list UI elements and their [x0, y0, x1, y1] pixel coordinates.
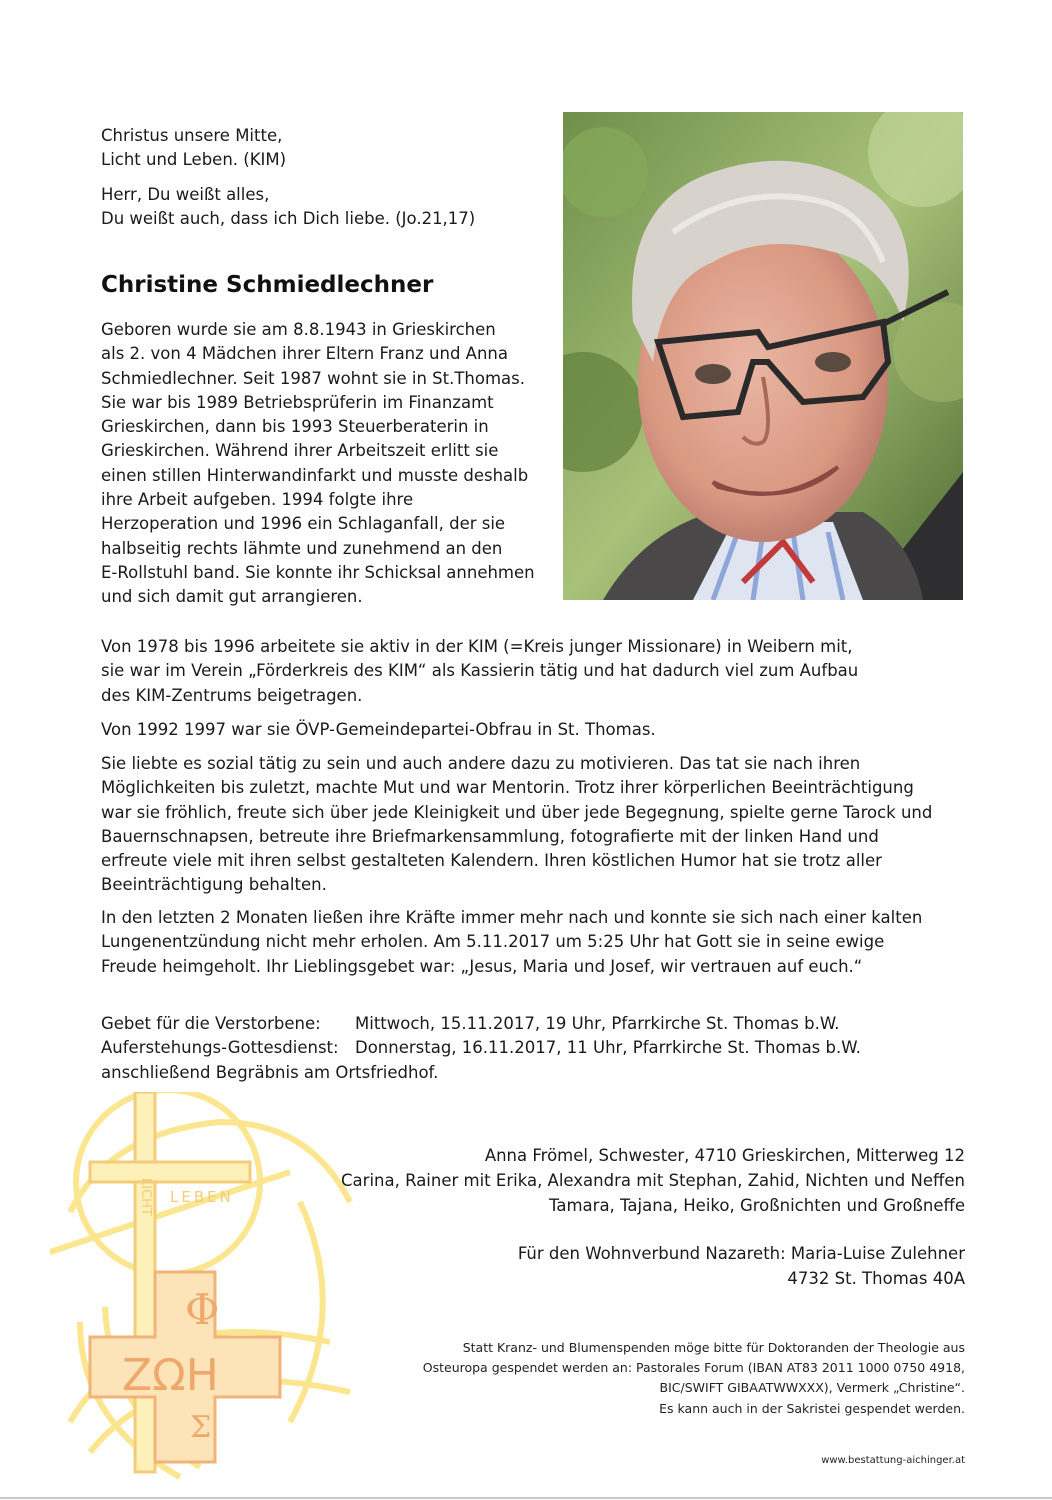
paragraph-line: Lungenentzündung nicht mehr erholen. Am 5.11.2017 um 5:25 Uhr hat Gott sie in seine ewige	[101, 932, 885, 952]
service-label: Gebet für die Verstorbene:	[101, 1014, 321, 1033]
bio-line: Herzoperation und 1996 ein Schlaganfall, der sie	[101, 514, 506, 534]
service-schedule	[101, 1012, 861, 1085]
donation-line: Statt Kranz- und Blumenspenden möge bitte für Doktoranden der Theologie aus	[462, 1340, 965, 1355]
bio-line: als 2. von 4 Mädchen ihrer Eltern Franz und Anna	[101, 344, 508, 364]
donation-line: Osteuropa gespendet werden an: Pastorales Forum (IBAN AT83 2011 1000 0750 4918,	[422, 1360, 965, 1376]
burial-note	[101, 1061, 861, 1085]
motto-line: Christus unsere Mitte,	[101, 126, 283, 145]
paragraph-line: In den letzten 2 Monaten ließen ihre Kräfte immer mehr nach und konnte sie sich nach einer kalten	[101, 908, 923, 927]
motto-line: Herr, Du weißt alles,	[101, 185, 270, 204]
service-value: Donnerstag, 16.11.2017, 11 Uhr, Pfarrkirche St. Thomas b.W.	[355, 1038, 861, 1058]
motto-line: Du weißt auch, dass ich Dich liebe. (Jo.21,17)	[101, 209, 476, 229]
mourners	[341, 1143, 965, 1218]
bio-line: ihre Arbeit aufgeben. 1994 folgte ihre	[101, 490, 414, 510]
paragraph-line: erfreute viele mit ihren selbst gestalteten Kalendern. Ihren köstlichen Humor hat sie trotz aller	[101, 851, 882, 871]
emblem-sigma-text: Σ	[190, 1410, 212, 1445]
mourner-line: Carina, Rainer mit Erika, Alexandra mit Stephan, Zahid, Nichten und Neffen	[341, 1171, 965, 1190]
wohnverbund	[518, 1241, 965, 1291]
portrait-photo	[563, 112, 963, 600]
donation-line: Es kann auch in der Sakristei gespendet werden.	[659, 1400, 965, 1416]
bio-line: Sie war bis 1989 Betriebsprüferin im Finanzamt	[101, 392, 494, 412]
paragraph-line: Von 1978 bis 1996 arbeitete sie aktiv in der KIM (=Kreis junger Missionare) in Weibern mit,	[101, 637, 853, 656]
footer-url[interactable]: www.bestattung-aichinger.at	[821, 1455, 965, 1466]
motto-bible-verse	[101, 183, 475, 232]
emblem-phi-text: Φ	[185, 1285, 220, 1334]
donation-line: BIC/SWIFT GIBAATWWXXX), Vermerk „Christine“.	[659, 1380, 965, 1396]
paragraph-kim	[101, 635, 858, 708]
wohnverbund-line: 4732 St. Thomas 40A	[787, 1269, 965, 1288]
paragraph-line: Beeinträchtigung behalten.	[101, 875, 327, 895]
paragraph-line: des KIM-Zentrums beigetragen.	[101, 685, 363, 705]
paragraph-line: Freude heimgeholt. Ihr Lieblingsgebet war: „Jesus, Maria und Josef, wir vertrauen auf euch.“	[101, 956, 863, 976]
biography	[101, 318, 535, 610]
deceased-name: Christine Schmiedlechner	[101, 272, 434, 298]
service-row	[101, 1036, 861, 1060]
bio-line: Grieskirchen. Während ihrer Arbeitszeit erlitt sie	[101, 441, 499, 461]
emblem-leben-text: LEBEN	[170, 1188, 234, 1206]
bio-line: einen stillen Hinterwandinfarkt und musste deshalb	[101, 465, 529, 485]
bio-line: Grieskirchen, dann bis 1993 Steuerberaterin in	[101, 417, 489, 437]
paragraph-line: Bauernschnapsen, betreute ihre Briefmarkensammlung, fotografierte mit der linken Hand und	[101, 826, 879, 846]
wohnverbund-line: Für den Wohnverbund Nazareth: Maria-Luise Zulehner	[517, 1244, 965, 1263]
paragraph-final	[101, 906, 922, 979]
mourner-line: Tamara, Tajana, Heiko, Großnichten und Großneffe	[549, 1196, 965, 1215]
burial-text: anschließend Begräbnis am Ortsfriedhof.	[101, 1062, 439, 1082]
bio-line: Schmiedlechner. Seit 1987 wohnt sie in St.Thomas.	[101, 368, 526, 388]
bio-line: E-Rollstuhl band. Sie konnte ihr Schicksal annehmen	[101, 562, 535, 582]
emblem-licht-text: LICHT	[138, 1178, 153, 1216]
service-label: Auferstehungs-Gottesdienst:	[101, 1038, 339, 1058]
page-bottom-divider	[0, 1497, 1052, 1499]
emblem-zoe-text: ZΩH	[122, 1350, 219, 1401]
bio-line: halbseitig rechts lähmte und zunehmend an den	[101, 538, 503, 558]
service-value: Mittwoch, 15.11.2017, 19 Uhr, Pfarrkirche St. Thomas b.W.	[355, 1014, 840, 1033]
bio-line: und sich damit gut arrangieren.	[101, 587, 363, 607]
kim-emblem	[50, 1092, 370, 1487]
paragraph-social	[101, 752, 932, 898]
paragraph-oevp: Von 1992 1997 war sie ÖVP-Gemeindepartei-Obfrau in St. Thomas.	[101, 720, 656, 739]
paragraph-line: Sie liebte es sozial tätig zu sein und auch andere dazu zu motivieren. Das tat sie nach ihren	[101, 754, 861, 773]
paragraph-line: sie war im Verein „Förderkreis des KIM“ als Kassierin tätig und hat dadurch viel zum Aufbau	[101, 661, 859, 681]
mourner-line: Anna Frömel, Schwester, 4710 Grieskirchen, Mitterweg 12	[484, 1146, 965, 1165]
motto-kim	[101, 124, 286, 173]
service-row	[101, 1012, 861, 1036]
bio-line: Geboren wurde sie am 8.8.1943 in Grieskirchen	[101, 320, 496, 339]
donation-note	[423, 1338, 965, 1419]
paragraph-line: Möglichkeiten bis zuletzt, machte Mut und war Mentorin. Trotz ihrer körperlichen Beeinträchtigung	[101, 778, 914, 798]
motto-line: Licht und Leben. (KIM)	[101, 150, 287, 170]
paragraph-line: war sie fröhlich, freute sich über jede Kleinigkeit und über jede Begegnung, spielte gerne Tarock und	[101, 802, 933, 822]
